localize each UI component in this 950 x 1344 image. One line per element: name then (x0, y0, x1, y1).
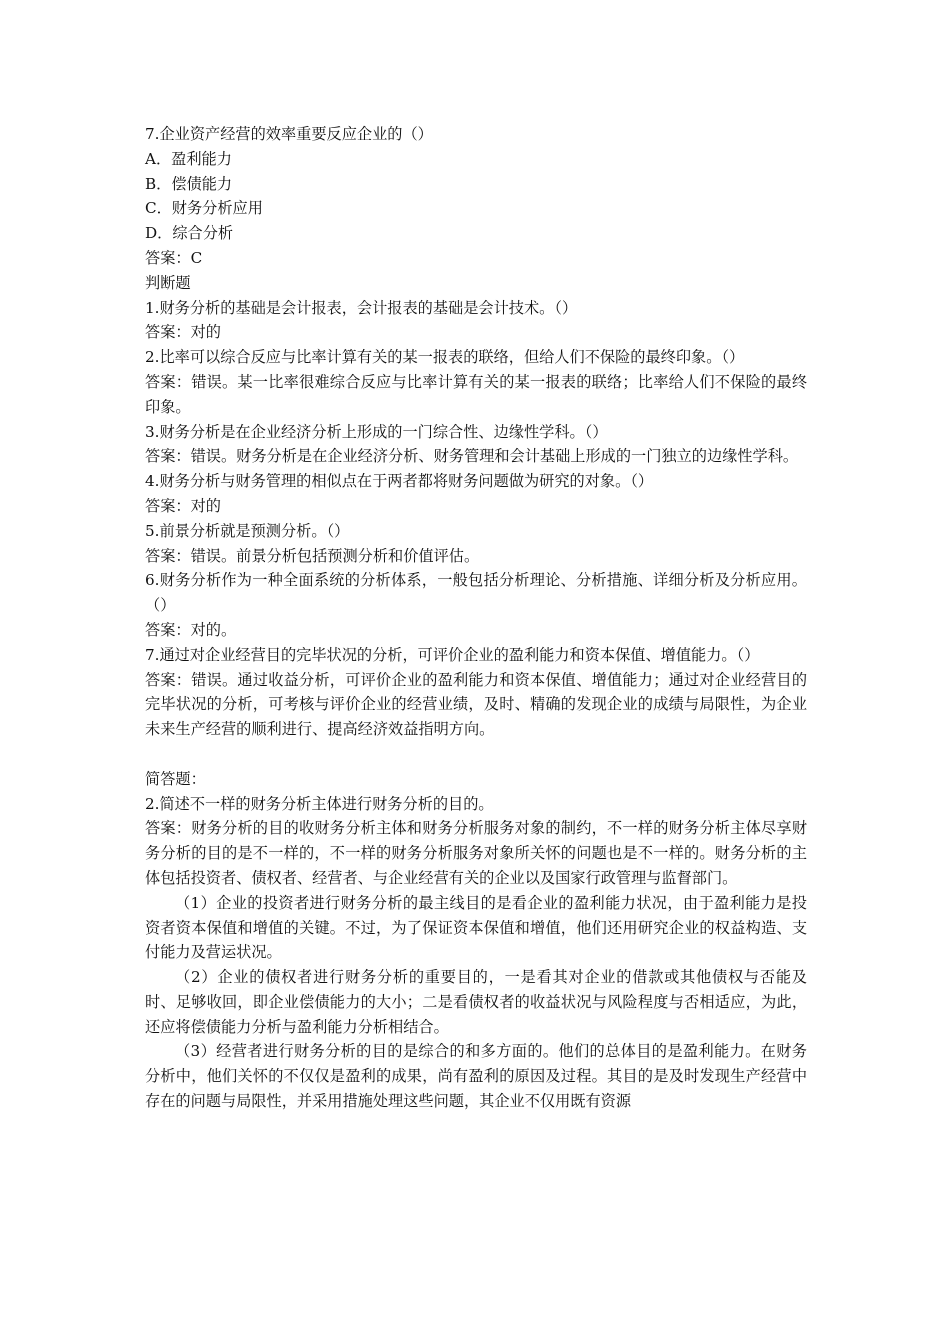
answer-point-1-investors: （1）企业的投资者进行财务分析的最主线目的是看企业的盈利能力状况，由于盈利能力是投资者资本保值和增值的关键。不过，为了保证资本保值和增值，他们还用研究企业的权益构造、支付能力及营运状况。 (145, 893, 807, 962)
tf-answer-2: 答案：错误。某一比率很难综合反应与比率计算有关的某一报表的联络；比率给人们不保险的最终印象。 (145, 372, 807, 416)
option-b: B．偿债能力 (145, 174, 233, 193)
answer-point-3-managers: （3）经营者进行财务分析的目的是综合的和多方面的。他们的总体目的是盈利能力。在财务分析中，他们关怀的不仅仅是盈利的成果，尚有盈利的原因及过程。其目的是及时发现生产经营中存在的问题与局限性，并采用措施处理这些问题，其企业不仅用既有资源 (145, 1042, 807, 1111)
tf-answer-7: 答案：错误。通过收益分析，可评价企业的盈利能力和资本保值、增值能力；通过对企业经营目的完毕状况的分析，可考核与评价企业的经营业绩，及时、精确的发现企业的成绩与局限性，为企业未来生产经营的顺利进行、提高经济效益指明方向。 (145, 670, 807, 739)
tf-answer-6: 答案：对的。 (145, 620, 237, 639)
blank-line (145, 742, 807, 767)
tf-question-6: 6.财务分析作为一种全面系统的分析体系，一般包括分析理论、分析措施、详细分析及分析应用。（） (145, 571, 807, 615)
section-heading-short-answer: 简答题： (145, 769, 206, 788)
option-c: C．财务分析应用 (145, 199, 263, 218)
tf-question-3: 3.财务分析是在企业经济分析上形成的一门综合性、边缘性学科。（） (145, 422, 608, 441)
tf-answer-5: 答案：错误。前景分析包括预测分析和价值评估。 (145, 546, 480, 565)
short-answer-answer-intro: 答案：财务分析的目的收财务分析主体和财务分析服务对象的制约，不一样的财务分析主体尽享财务分析的目的是不一样的，不一样的财务分析服务对象所关怀的问题也是不一样的。财务分析的主体包括投资者、债权者、经营者、与企业经营有关的企业以及国家行政管理与监督部门。 (145, 819, 807, 887)
tf-question-4: 4.财务分析与财务管理的相似点在于两者都将财务问题做为研究的对象。（） (145, 472, 654, 491)
tf-question-1: 1.财务分析的基础是会计报表，会计报表的基础是会计技术。（） (145, 298, 578, 317)
tf-answer-4: 答案：对的 (145, 496, 221, 515)
tf-question-5: 5.前景分析就是预测分析。（） (145, 521, 350, 540)
answer-q7: 答案：C (145, 248, 203, 267)
tf-answer-1: 答案：对的 (145, 323, 221, 342)
short-answer-question-2: 2.简述不一样的财务分析主体进行财务分析的目的。 (145, 794, 494, 813)
section-heading-true-false: 判断题 (145, 273, 191, 292)
question-7-stem: 7.企业资产经营的效率重要反应企业的（） (145, 125, 433, 143)
answer-point-2-creditors: （2）企业的债权者进行财务分析的重要目的，一是看其对企业的借款或其他债权与否能及时、足够收回，即企业偿债能力的大小；二是看债权者的收益状况与风险程度与否相适应，为此，还应将偿债能力分析与盈利能力分析相结合。 (145, 968, 807, 1036)
option-d: D．综合分析 (145, 224, 234, 243)
option-a: A．盈利能力 (145, 149, 232, 168)
tf-answer-3: 答案：错误。财务分析是在企业经济分析、财务管理和会计基础上形成的一门独立的边缘性学科。 (145, 447, 799, 466)
tf-question-2: 2.比率可以综合反应与比率计算有关的某一报表的联络，但给人们不保险的最终印象。（） (145, 348, 745, 367)
document-page (145, 122, 807, 1114)
tf-question-7: 7.通过对企业经营目的完毕状况的分析，可评价企业的盈利能力和资本保值、增值能力。（） (145, 645, 760, 664)
